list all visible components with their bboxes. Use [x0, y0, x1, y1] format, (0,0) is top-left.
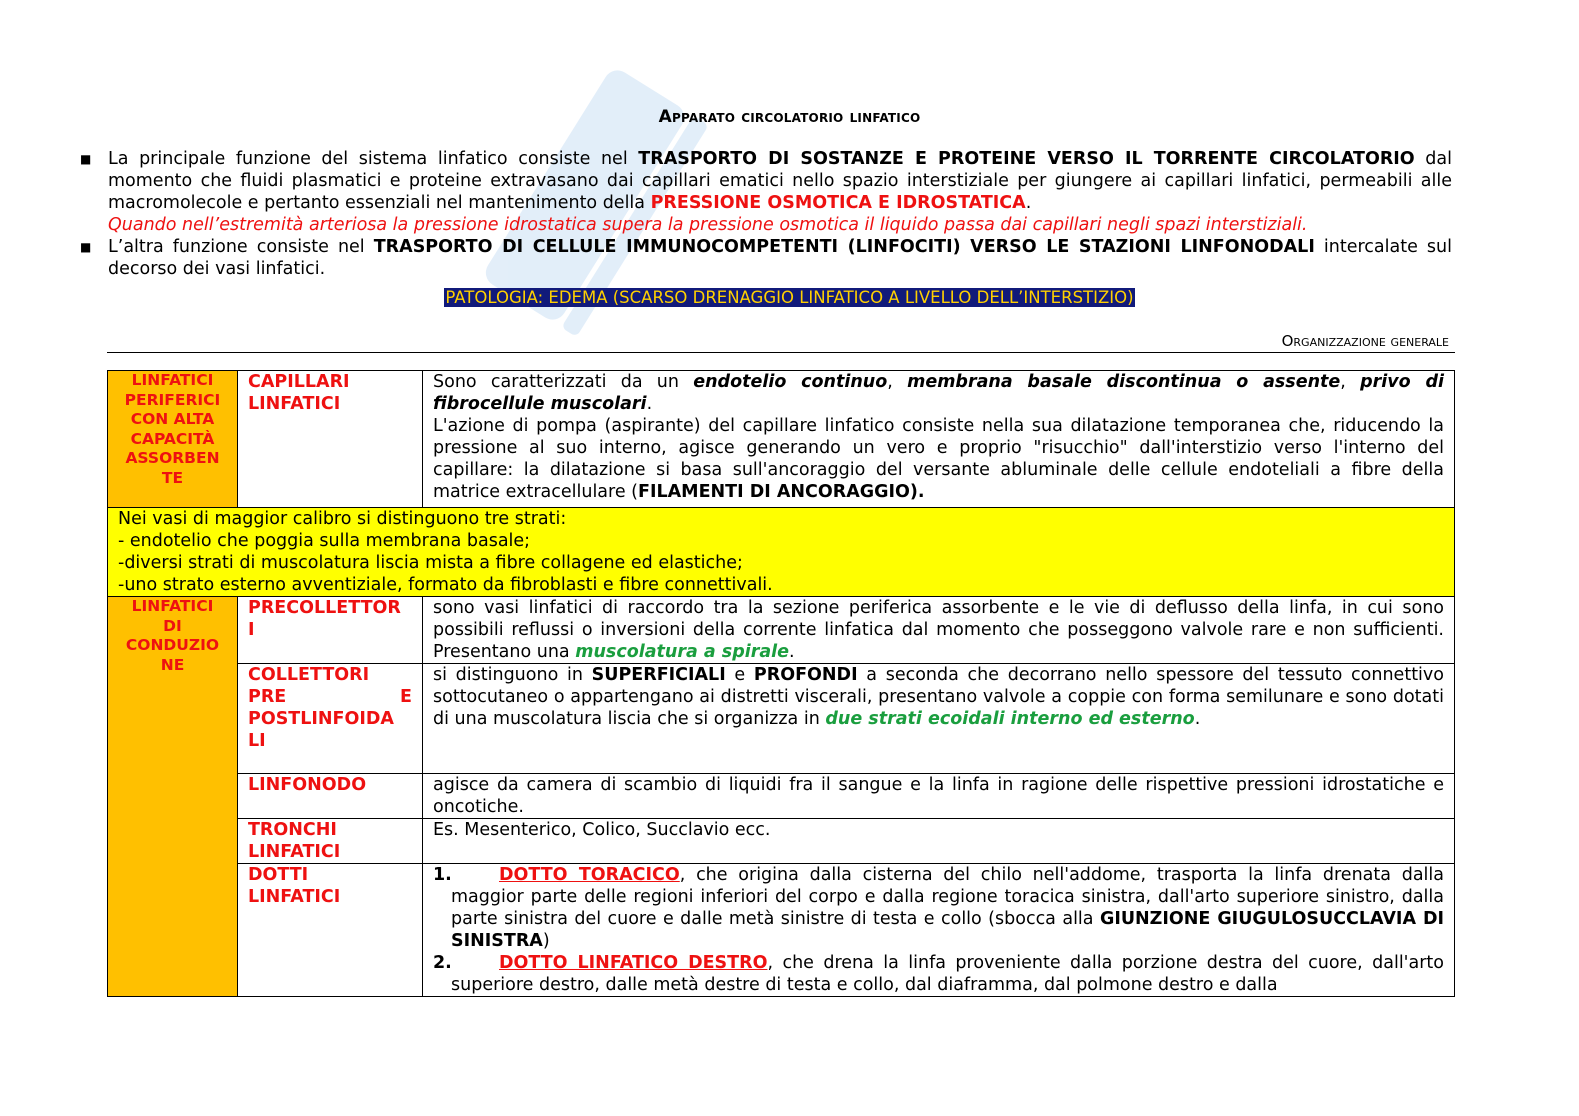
bullet-text: dal momento che fluidi plasmatici e proteine extravasano dai capillari ematici nello spazio interstiziale per giungere ai capillari linfatici, permeabili alle macromolecole e pertanto essenziali nel mantenimento della: [108, 149, 1452, 213]
name-word: E: [400, 687, 412, 707]
desc-green: muscolatura a spirale: [575, 642, 790, 662]
desc-text: ,: [887, 372, 908, 392]
square-bullet-icon: ■: [80, 152, 92, 166]
vessel-name-dotti: [238, 864, 423, 997]
category-line: DI: [163, 616, 182, 635]
bullet-bold: TRASPORTO DI SOSTANZE E PROTEINE VERSO IL TORRENTE CIRCOLATORIO: [638, 149, 1415, 169]
category-line: LINFATICI: [131, 597, 214, 615]
pathology-text: PATOLOGIA: EDEMA (SCARSO DRENAGGIO LINFATICO A LIVELLO DELL’INTERSTIZIO): [445, 288, 1134, 307]
category-line: LINFATICI: [131, 371, 214, 389]
name-line: [248, 686, 412, 708]
desc-bold: PROFONDI: [753, 665, 858, 685]
category-line: PERIFERICI: [124, 390, 221, 409]
name-word: PRE: [248, 687, 287, 707]
desc-text: si distinguono in: [433, 665, 592, 685]
category-line: TE: [161, 468, 184, 487]
desc-text: .: [789, 642, 795, 662]
table-row: [108, 597, 1455, 664]
pathology-banner: [0, 287, 1579, 309]
desc-text: e: [725, 665, 754, 685]
category-peripheral: [108, 371, 238, 508]
vessel-name-capillari: [238, 371, 423, 508]
duct-name: DOTTO TORACICO: [499, 865, 680, 885]
name-line: I: [248, 620, 255, 640]
lymphatic-table: [107, 370, 1455, 997]
desc-text: a seconda che decorrano nello spessore del tessuto connettivo sottocutaneo o appartengano ai distretti viscerali, presentano valvole a coppie con forma semilunare e sono dotati di una muscolatura liscia che si organizza in: [433, 665, 1444, 729]
desc-text: L'azione di pompa (aspirante) del capillare linfatico consiste nella sua dilatazione temporanea che, riducendo la pressione al suo interno, agisce generando un vero e proprio "risucchio" dall'interstizio verso l'interno del capillare: la dilatazione si basa sull'ancoraggio del versante abluminale delle cellule endoteliali a fibre della matrice extracellulare (: [433, 416, 1444, 502]
bullet-transport-proteins: [80, 148, 1452, 236]
vessel-desc-linfonodo: agisce da camera di scambio di liquidi fra il sangue e la linfa in ragione delle rispettive pressioni idrostatiche e oncotiche.: [423, 774, 1455, 819]
bullet-transport-cells: [80, 236, 1452, 280]
vessel-desc-tronchi: Es. Mesenterico, Colico, Succlavio ecc.: [423, 819, 1455, 864]
desc-bold-italic: endotelio continuo: [693, 372, 888, 392]
bullet-italic-note: Quando nell’estremità arteriosa la pressione idrostatica supera la pressione osmotica il liquido passa dai capillari negli spazi interstiziali.: [108, 215, 1308, 235]
desc-bold: GIUNZIONE GIUGULOSUCCLAVIA DI SINISTRA: [451, 909, 1444, 951]
vessel-name-tronchi: [238, 819, 423, 864]
table-row: [108, 508, 1455, 597]
square-bullet-icon: ■: [80, 240, 92, 254]
section-divider: [107, 352, 1455, 353]
category-conduction: [108, 597, 238, 997]
vessel-desc-collettori: [423, 664, 1455, 774]
bullet-red-bold: PRESSIONE OSMOTICA E IDROSTATICA: [650, 193, 1026, 213]
name-line: PRECOLLETTOR: [248, 598, 401, 618]
layers-line: -diversi strati di muscolatura liscia mista a fibre collagene ed elastiche;: [118, 553, 743, 573]
table-row: [108, 774, 1455, 819]
desc-text: , che drena la linfa proveniente dalla porzione destra del cuore, dall'arto superiore destro, dalle metà destre di testa e collo, dal diaframma, dal polmone destro e dalla: [451, 953, 1444, 995]
name-line: CAPILLARI: [248, 372, 350, 392]
layers-line: - endotelio che poggia sulla membrana basale;: [118, 531, 531, 551]
vessel-desc-precollettori: [423, 597, 1455, 664]
desc-bold-italic: membrana basale discontinua o assente: [907, 372, 1341, 392]
vessel-name-precollettori: [238, 597, 423, 664]
layers-note: [108, 508, 1455, 597]
desc-bold-italic: privo di fibrocellule muscolari: [433, 372, 1444, 414]
table-row: [108, 664, 1455, 774]
desc-text: sono vasi linfatici di raccordo tra la sezione periferica assorbente e le vie di deflusso della linfa, in cui sono possibili reflussi o inversioni della corrente linfatica dal momento che posseggono valvole rare e non sufficienti. Presentano una: [433, 598, 1444, 662]
name-line: POSTLINFOIDA: [248, 709, 394, 729]
bullet-text: L’altra funzione consiste nel: [108, 237, 374, 257]
layers-line: -uno strato esterno avventiziale, formato da fibroblasti e fibre connettivali.: [118, 575, 773, 595]
page-title: Apparato circolatorio linfatico: [658, 107, 921, 127]
desc-text: .: [1194, 709, 1201, 729]
layers-line: Nei vasi di maggior calibro si distinguono tre strati:: [118, 509, 567, 529]
category-line: CON ALTA: [130, 410, 215, 428]
desc-green: due strati ecoidali interno ed esterno: [825, 709, 1195, 729]
category-line: NE: [160, 655, 185, 674]
list-number: 2.: [433, 953, 452, 973]
name-line: LINFATICI: [248, 394, 341, 414]
vessel-desc-dotti: [423, 864, 1455, 997]
bullet-bold: TRASPORTO DI CELLULE IMMUNOCOMPETENTI (LINFOCITI) VERSO LE STAZIONI LINFONODALI: [373, 237, 1315, 257]
intro-bullets: [80, 148, 1452, 280]
category-line: ASSORBEN: [125, 449, 220, 467]
list-item: [433, 952, 1444, 996]
table-row: [108, 864, 1455, 997]
vessel-name-linfonodo: LINFONODO: [238, 774, 423, 819]
name-line: LINFATICI: [248, 887, 341, 907]
vessel-desc-capillari: [423, 371, 1455, 508]
desc-text: ): [542, 931, 550, 951]
desc-text: Sono caratterizzati da un: [433, 372, 694, 392]
section-header: Organizzazione generale: [1281, 332, 1449, 350]
category-line: CONDUZIO: [125, 636, 220, 654]
ducts-list: [433, 864, 1444, 996]
name-line: LI: [248, 731, 266, 751]
bullet-text: La principale funzione del sistema linfatico consiste nel: [108, 149, 639, 169]
desc-text: ,: [1340, 372, 1361, 392]
duct-name: DOTTO LINFATICO DESTRO: [499, 953, 768, 973]
name-line: COLLETTORI: [248, 665, 370, 685]
name-line: LINFATICI: [248, 842, 341, 862]
table-row: [108, 819, 1455, 864]
table-row: [108, 371, 1455, 508]
name-line: TRONCHI: [248, 820, 337, 840]
bullet-text: intercalate sul decorso dei vasi linfatici.: [108, 237, 1452, 279]
desc-text: .: [646, 394, 653, 414]
list-number: 1.: [433, 865, 452, 885]
desc-bold: SUPERFICIALI: [591, 665, 726, 685]
desc-text: , che origina dalla cisterna del chilo nell'addome, trasporta la linfa drenata dalla maggior parte delle regioni inferiori del corpo e dalla regione toracica sinistra, dall'arto superiore sinistro, dalla parte sinistra del cuore e dalle metà sinistre di testa e collo (sbocca alla: [451, 865, 1444, 929]
name-line: DOTTI: [248, 865, 309, 885]
category-line: CAPACITÀ: [130, 429, 215, 448]
desc-bold: FILAMENTI DI ANCORAGGIO).: [638, 482, 925, 502]
bullet-text: .: [1025, 193, 1032, 213]
vessel-name-collettori: [238, 664, 423, 774]
list-item: [433, 864, 1444, 952]
